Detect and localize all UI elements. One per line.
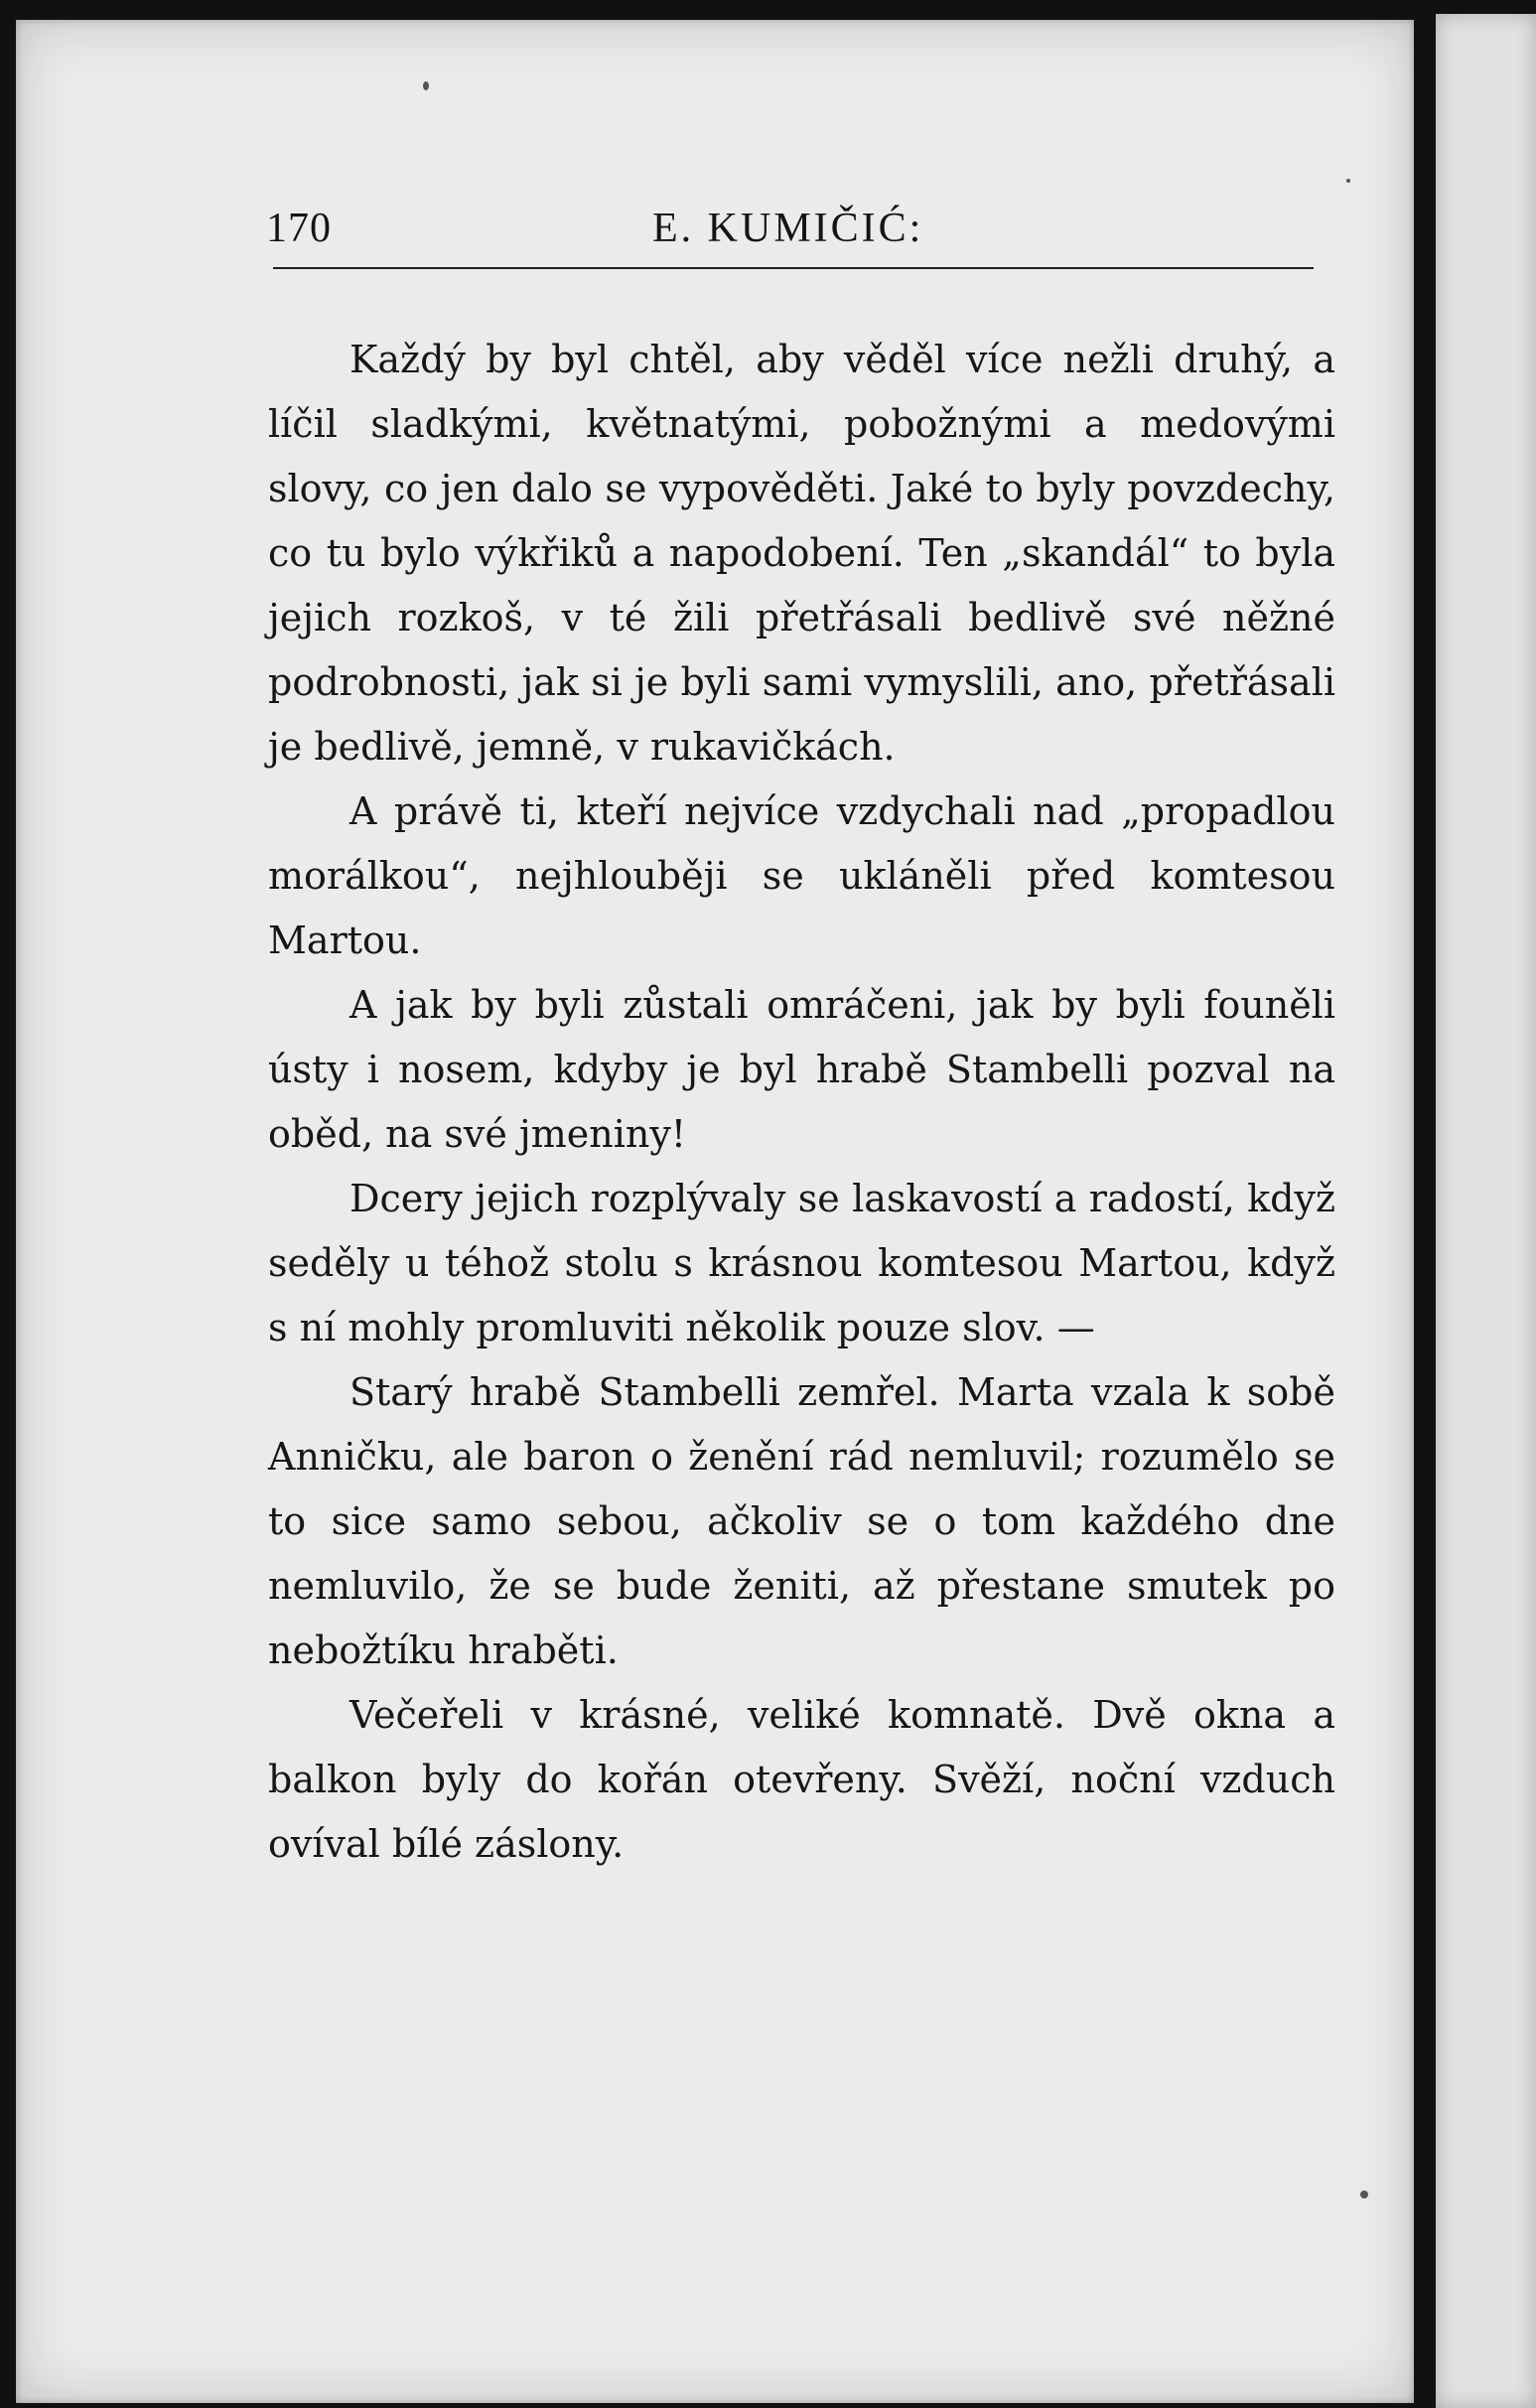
page-number: 170 <box>266 206 332 251</box>
adjacent-page-edge <box>1436 14 1536 2408</box>
paragraph: Starý hrabě Stambelli zemřel. Marta vzala k sobě Anničku, ale baron o ženění rád nemluvil; rozumělo se to sice samo sebou, ačkoliv se o tom každého dne nemluvilo, že se bude ženiti, až přestane smutek po nebožtíku hraběti. <box>268 1370 1335 1672</box>
paragraph: Dcery jejich rozplývaly se laskavostí a radostí, když seděly u téhož stolu s krásnou komtesou Martou, když s ní mohly promluviti několik pouze slov. — <box>268 1177 1335 1349</box>
ink-speck <box>1346 179 1350 183</box>
ink-speck <box>1360 2191 1368 2198</box>
page-header <box>266 195 1314 264</box>
paragraph: A právě ti, kteří nejvíce vzdychali nad „propadlou morálkou“, nejhlouběji se ukláněli před komtesou Martou. <box>268 789 1335 962</box>
body-text <box>268 328 1335 1877</box>
paragraph: Každý by byl chtěl, aby věděl více nežli druhý, a líčil sladkými, květnatými, pobožnými a medovými slovy, co jen dalo se vypověděti. Jaké to byly povzdechy, co tu bylo výkřiků a napodobení. Ten „skandál“ to byla jejich rozkoš, v té žili přetřásali bedlivě své něžné podrobnosti, jak si je byli sami vymyslili, ano, přetřásali je bedlivě, jemně, v rukavičkách. <box>268 338 1335 769</box>
running-title: E. KUMIČIĆ: <box>652 206 924 251</box>
paragraph: Večeřeli v krásné, veliké komnatě. Dvě okna a balkon byly do kořán otevřeny. Svěží, noční vzduch ovíval bílé záslony. <box>268 1693 1335 1866</box>
header-rule <box>273 267 1314 269</box>
ink-speck <box>423 81 429 90</box>
paragraph: A jak by byli zůstali omráčeni, jak by byli founěli ústy i nosem, kdyby je byl hrabě Stambelli pozval na oběd, na své jmeniny! <box>268 983 1335 1156</box>
